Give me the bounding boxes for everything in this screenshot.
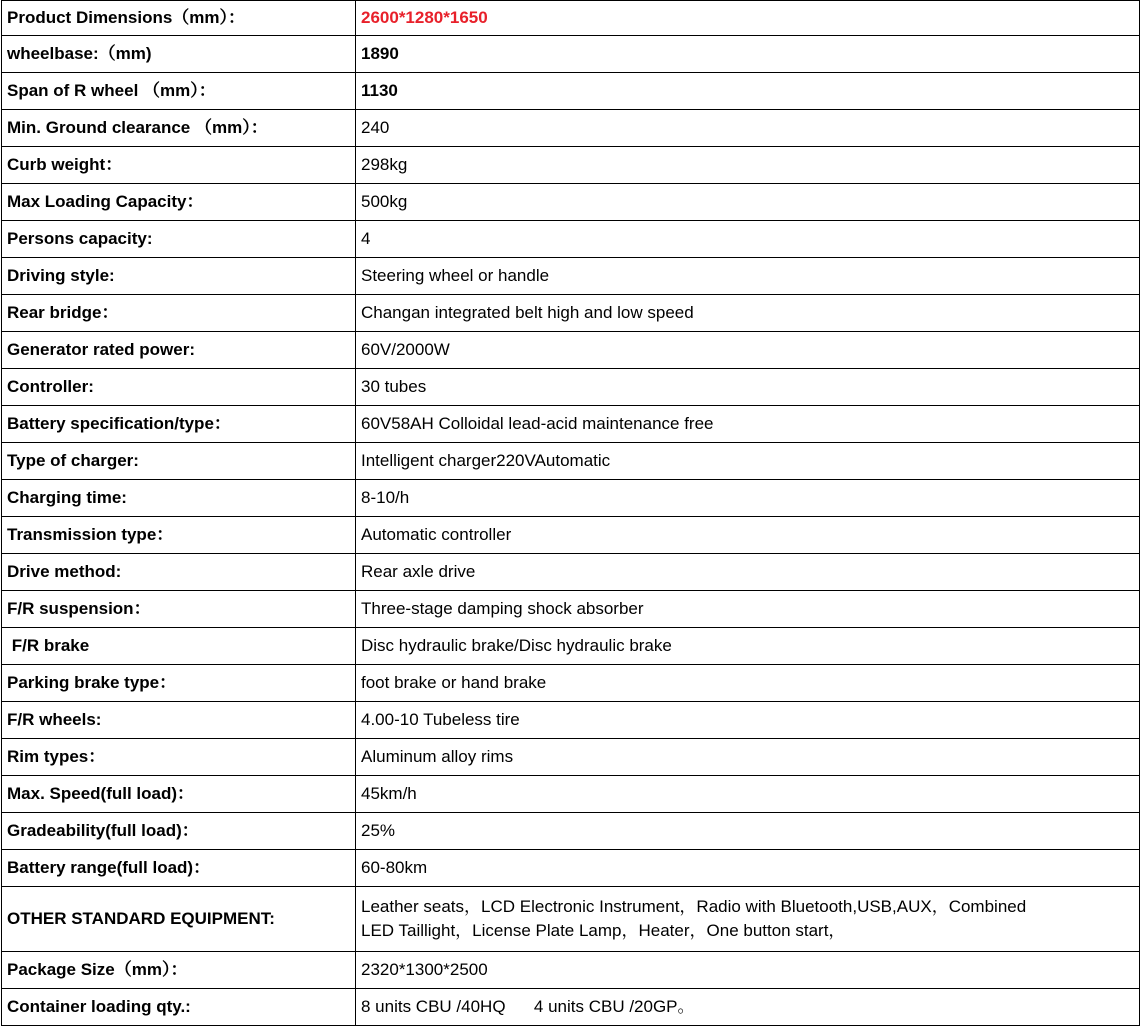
spec-label-rear-bridge: Rear bridge：	[2, 295, 356, 332]
spec-label-transmission-type: Transmission type：	[2, 517, 356, 554]
spec-value-wheels: 4.00-10 Tubeless tire	[356, 702, 1140, 739]
spec-value-generator-power: 60V/2000W	[356, 332, 1140, 369]
table-row	[2, 665, 1140, 702]
spec-value-parking-brake: foot brake or hand brake	[356, 665, 1140, 702]
table-row	[2, 739, 1140, 776]
spec-value-ground-clearance: 240	[356, 110, 1140, 147]
spec-label-battery-spec: Battery specification/type：	[2, 406, 356, 443]
table-row	[2, 147, 1140, 184]
table-row	[2, 406, 1140, 443]
spec-value-max-loading: 500kg	[356, 184, 1140, 221]
table-row	[2, 295, 1140, 332]
table-row	[2, 110, 1140, 147]
table-row	[2, 887, 1140, 952]
spec-value-driving-style: Steering wheel or handle	[356, 258, 1140, 295]
spec-value-product-dimensions: 2600*1280*1650	[356, 1, 1140, 36]
spec-value-rim-types: Aluminum alloy rims	[356, 739, 1140, 776]
spec-label-brake: F/R brake	[2, 628, 356, 665]
table-row	[2, 73, 1140, 110]
spec-label-parking-brake: Parking brake type：	[2, 665, 356, 702]
spec-value-curb-weight: 298kg	[356, 147, 1140, 184]
table-row	[2, 369, 1140, 406]
spec-value-brake: Disc hydraulic brake/Disc hydraulic brake	[356, 628, 1140, 665]
spec-label-suspension: F/R suspension：	[2, 591, 356, 628]
spec-value-battery-spec: 60V58AH Colloidal lead-acid maintenance free	[356, 406, 1140, 443]
spec-value-suspension: Three-stage damping shock absorber	[356, 591, 1140, 628]
spec-label-wheelbase: wheelbase:（mm)	[2, 36, 356, 73]
spec-value-gradeability: 25%	[356, 813, 1140, 850]
spec-label-max-speed: Max. Speed(full load)：	[2, 776, 356, 813]
table-row	[2, 1, 1140, 36]
spec-value-rear-bridge: Changan integrated belt high and low speed	[356, 295, 1140, 332]
table-row	[2, 258, 1140, 295]
spec-label-controller: Controller:	[2, 369, 356, 406]
table-row	[2, 517, 1140, 554]
table-row	[2, 628, 1140, 665]
spec-label-product-dimensions: Product Dimensions（mm）：	[2, 1, 356, 36]
spec-label-container-loading: Container loading qty.:	[2, 989, 356, 1026]
standard-equipment-line-2: LED Taillight，License Plate Lamp，Heater，One button start，	[361, 921, 846, 940]
spec-label-charging-time: Charging time:	[2, 480, 356, 517]
table-row	[2, 480, 1140, 517]
spec-value-controller: 30 tubes	[356, 369, 1140, 406]
table-row	[2, 443, 1140, 480]
table-row	[2, 702, 1140, 739]
spec-label-max-loading: Max Loading Capacity：	[2, 184, 356, 221]
spec-label-drive-method: Drive method:	[2, 554, 356, 591]
spec-label-ground-clearance: Min. Ground clearance （mm）：	[2, 110, 356, 147]
spec-label-battery-range: Battery range(full load)：	[2, 850, 356, 887]
spec-label-standard-equipment: OTHER STANDARD EQUIPMENT:	[2, 887, 356, 952]
table-row	[2, 221, 1140, 258]
spec-value-package-size: 2320*1300*2500	[356, 952, 1140, 989]
spec-value-standard-equipment	[356, 887, 1140, 952]
spec-value-drive-method: Rear axle drive	[356, 554, 1140, 591]
table-row	[2, 850, 1140, 887]
spec-label-package-size: Package Size（mm）：	[2, 952, 356, 989]
spec-value-charger-type: Intelligent charger220VAutomatic	[356, 443, 1140, 480]
table-row	[2, 184, 1140, 221]
table-row	[2, 591, 1140, 628]
table-row	[2, 776, 1140, 813]
table-row	[2, 332, 1140, 369]
spec-value-charging-time: 8-10/h	[356, 480, 1140, 517]
spec-value-span-r-wheel: 1130	[356, 73, 1140, 110]
spec-value-transmission-type: Automatic controller	[356, 517, 1140, 554]
table-row	[2, 952, 1140, 989]
spec-label-generator-power: Generator rated power:	[2, 332, 356, 369]
spec-label-driving-style: Driving style:	[2, 258, 356, 295]
spec-label-gradeability: Gradeability(full load)：	[2, 813, 356, 850]
spec-label-span-r-wheel: Span of R wheel （mm）：	[2, 73, 356, 110]
table-row	[2, 554, 1140, 591]
spec-value-wheelbase: 1890	[356, 36, 1140, 73]
spec-label-curb-weight: Curb weight：	[2, 147, 356, 184]
spec-label-wheels: F/R wheels:	[2, 702, 356, 739]
spec-value-persons-capacity: 4	[356, 221, 1140, 258]
spec-value-max-speed: 45km/h	[356, 776, 1140, 813]
spec-label-charger-type: Type of charger:	[2, 443, 356, 480]
spec-label-rim-types: Rim types：	[2, 739, 356, 776]
table-row	[2, 813, 1140, 850]
table-row	[2, 36, 1140, 73]
spec-value-battery-range: 60-80km	[356, 850, 1140, 887]
spec-label-persons-capacity: Persons capacity:	[2, 221, 356, 258]
table-row	[2, 989, 1140, 1026]
specifications-table	[1, 0, 1140, 1026]
spec-value-container-loading: 8 units CBU /40HQ 4 units CBU /20GP。	[356, 989, 1140, 1026]
standard-equipment-line-1: Leather seats，LCD Electronic Instrument，Radio with Bluetooth,USB,AUX，Combined	[361, 897, 1027, 916]
